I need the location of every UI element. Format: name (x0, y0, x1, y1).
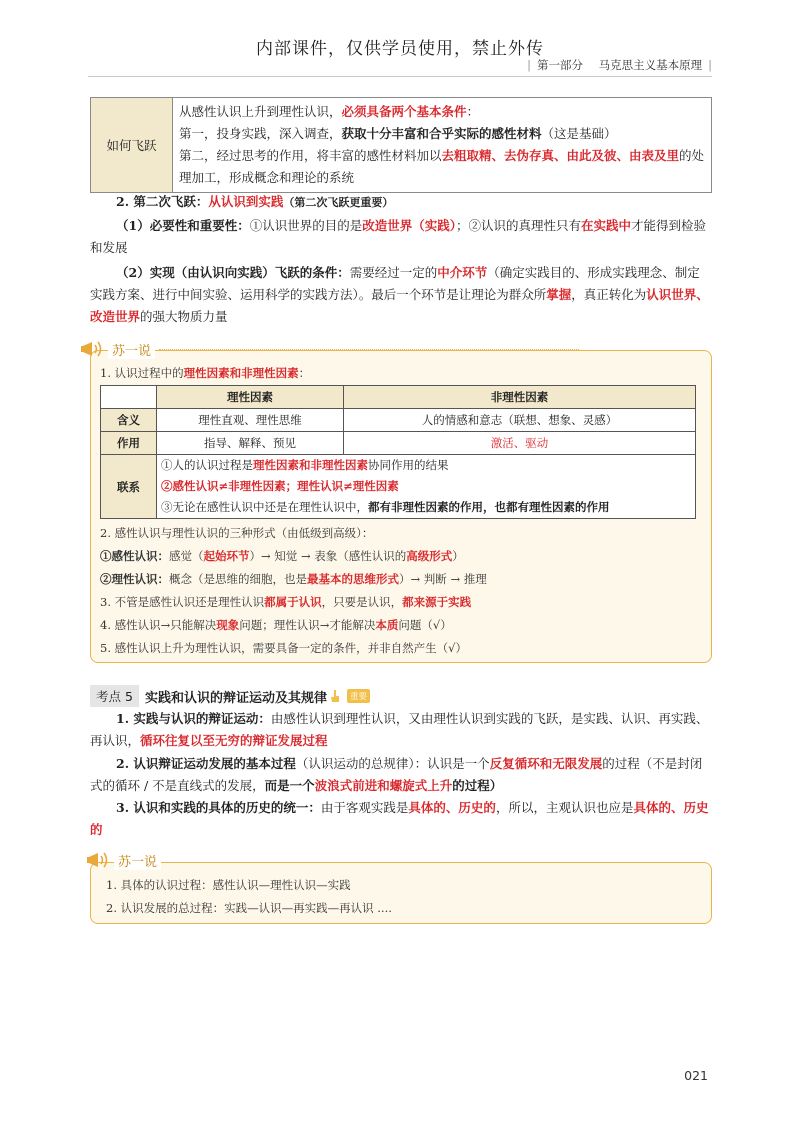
kd-p2-a: 2. 认识辩证运动发展的基本过程 (116, 756, 296, 771)
su1-item5: 5. 感性认识上升为理性认识，需要具备一定的条件，并非自然产生（√） (100, 641, 467, 655)
kd-p1 (90, 708, 712, 752)
p2-e: 掌握 (546, 287, 572, 302)
su1-item1-c: ： (298, 366, 311, 380)
leap-line-1 (179, 101, 705, 123)
leap-line2-c: （这是基础） (541, 126, 617, 141)
leap-line1-b: 必须具备两个基本条件 (341, 104, 467, 119)
mat-cell: 激活、驱动 (344, 432, 696, 455)
second-leap-title-c: （第二次飞跃更重要） (283, 196, 394, 209)
kd-p3-a: 3. 认识和实践的具体的历史的统一： (116, 800, 321, 815)
kd-p3-c: 具体的、历史的 (408, 800, 496, 815)
p1-f: 才能得到检验和发展 (90, 218, 707, 255)
megaphone-icon (80, 338, 104, 360)
leap-line-2 (179, 123, 705, 145)
leap-label: 如何飞跃 (91, 98, 173, 193)
kd-p2-g: 波浪式前进和螺旋式上升 (314, 778, 453, 793)
item2b-a: ②理性认识： (100, 572, 169, 586)
kaodian-title: 实践和认识的辩证运动及其规律 (144, 690, 327, 706)
leap-line-3 (179, 145, 705, 189)
item2b-d: ）→ 判断 → 推理 (399, 572, 487, 586)
kd-p3-d: ，所以，主观认识也应是 (495, 800, 634, 815)
kaodian-heading (90, 685, 370, 707)
item2b-b: 概念（是思维的细胞，也是 (169, 572, 307, 586)
kd-p2-c: ：认识是一个 (414, 756, 490, 771)
section-name: 马克思主义基本原理 (598, 58, 703, 72)
su-tag-2 (86, 849, 161, 871)
mat-col-nonrational: 非理性因素 (344, 386, 696, 409)
mat-row-function: 作用 (101, 432, 157, 455)
mat-col-rational: 理性因素 (157, 386, 344, 409)
kd-p2-h: 的过程） (452, 778, 503, 793)
su-tag-1-label: 苏一说 (108, 340, 155, 359)
item4-d: 本质 (375, 618, 399, 632)
importance-badge: 重要 (347, 689, 370, 703)
su1-item1-a: 1. 认识过程中的 (100, 366, 184, 380)
p2-d: （确定实践目的、形成实践理念、制定实践方案、进行中间实验、运用科学的实践方法）。最后一个环节是让理论为群众所 (90, 265, 700, 302)
item2b-c: 最基本的思维形式 (307, 572, 399, 586)
watermark-notice: 内部课件，仅供学员使用，禁止外传 (256, 39, 544, 59)
mat-cell: 人的情感和意志（联想、想象、灵感） (344, 409, 696, 432)
kd-p1-b: 由感性认识到理性认识，又由理性认识到实践的飞跃，是实践、认识、再实践、再认识， (90, 711, 709, 748)
item3-b: 都属于认识 (264, 595, 322, 609)
link-line-2: ②感性认识≠非理性因素；理性认识≠理性因素 (161, 479, 399, 493)
link1-b: 理性因素和非理性因素 (253, 458, 368, 472)
kd-p2-f: 而是一个 (264, 778, 315, 793)
kd-p2-d: 反复循环和无限发展 (489, 756, 603, 771)
item2a-c: 起始环节 (203, 549, 250, 563)
leap-line3-a: 第二，经过思考的作用，将丰富的感性材料加以 (179, 148, 442, 163)
link-line-3 (161, 497, 691, 518)
link3-b: 都有非理性因素的作用，也都有理性因素的作用 (368, 500, 610, 514)
leap-line1-a: 从感性认识上升到理性认识， (179, 104, 342, 119)
su1-item1-b: 理性因素和非理性因素 (183, 366, 299, 380)
p1-e: 在实践中 (581, 218, 632, 233)
leap-line3-c: 的处理加工，形成概念和理论的系统 (179, 148, 705, 185)
page-number: 021 (684, 1068, 708, 1083)
mat-row-meaning: 含义 (101, 409, 157, 432)
su2-item1: 1. 具体的认识过程：感性认识—理性认识—实践 (106, 878, 351, 892)
leap-line2-a: 第一，投身实践，深入调查， (179, 126, 342, 141)
link1-a: ①人的认识过程是 (161, 458, 253, 472)
second-leap-title-a: 2. 第二次飞跃： (116, 194, 209, 209)
p2-c: 中介环节 (437, 265, 488, 280)
leap-line2-b: 获取十分丰富和合乎实际的感性材料 (341, 126, 542, 141)
p1-d: ；②认识的真理性只有 (455, 218, 581, 233)
second-leap-title (90, 191, 712, 214)
item4-e: 问题（√） (398, 618, 452, 632)
section-bar-left: | (527, 58, 531, 72)
mat-corner (101, 386, 157, 409)
item4-b: 现象 (216, 618, 240, 632)
su-tag-1 (80, 338, 579, 360)
kd-p3-e: 具体的、历史的 (90, 800, 709, 837)
item2a-f: ） (452, 549, 464, 563)
p2-h: 的强大物质力量 (140, 309, 228, 324)
item3-d: 都来源于实践 (402, 595, 472, 609)
item3-c: ，只要是认识， (321, 595, 403, 609)
su1-item2: 2. 感性认识与理性认识的三种形式（由低级到高级）： (100, 526, 374, 540)
kd-p2-b: （认识运动的总规律） (295, 756, 415, 771)
item3-a: 3. 不管是感性认识还是理性认识 (100, 595, 265, 609)
link-line-1 (161, 455, 691, 476)
su1-item1 (100, 362, 310, 384)
item2a-a: ①感性认识： (100, 549, 169, 563)
kd-p1-a: 1. 实践与认识的辩证运动： (116, 711, 271, 726)
leap-line3-b: 去粗取精、去伪存真、由此及彼、由表及里 (441, 148, 680, 163)
kaodian-number: 考点 5 (90, 685, 139, 707)
su2-item2: 2. 认识发展的总过程：实践—认识—再实践—再认识 .... (106, 901, 392, 915)
su1-item2b (100, 568, 487, 590)
p2-g: 认识世界、改造世界 (90, 287, 709, 324)
second-leap-p2 (90, 262, 712, 328)
su-tag-2-label: 苏一说 (114, 851, 161, 870)
item4-c: 问题；理性认识→才能解决 (239, 618, 376, 632)
su1-item4 (100, 614, 452, 636)
leap-line1-c: ： (466, 104, 480, 119)
p2-f: ，真正转化为 (571, 287, 647, 302)
p1-a: （1）必要性和重要性： (116, 218, 250, 233)
item2a-e: 高级形式 (406, 549, 453, 563)
kd-p3-b: 由于客观实践是 (320, 800, 409, 815)
megaphone-icon (86, 849, 110, 871)
p1-b: ①认识世界的目的是 (249, 218, 363, 233)
section-bar-right: | (708, 58, 712, 72)
item4-a: 4. 感性认识→只能解决 (100, 618, 217, 632)
section-header (521, 57, 718, 73)
su1-item3 (100, 591, 471, 613)
hand-pointer-icon (329, 689, 341, 703)
link3-a: ③无论在感性认识中还是在理性认识中， (161, 500, 368, 514)
p2-a: （2）实现（由认识向实践）飞跃的条件： (116, 265, 350, 280)
kd-p3 (90, 797, 712, 841)
second-leap-p1 (90, 215, 712, 259)
kd-p2 (90, 753, 712, 797)
link1-c: 协同作用的结果 (368, 458, 449, 472)
item2a-d: ）→ 知觉 → 表象（感性认识的 (249, 549, 407, 563)
rational-factors-table (100, 385, 696, 519)
su-tag-1-line (159, 349, 579, 350)
header-divider (88, 76, 712, 77)
kd-p2-e: 的过程（不是封闭式的循环 / 不是直线式的发展， (90, 756, 703, 793)
mat-link-cell (157, 455, 696, 519)
section-part: 第一部分 (536, 58, 583, 72)
p2-b: 需要经过一定的 (349, 265, 438, 280)
item2a-b: 感觉（ (169, 549, 204, 563)
mat-row-link: 联系 (101, 455, 157, 519)
leap-table (90, 97, 712, 193)
leap-content (173, 98, 712, 193)
kd-p1-c: 循环往复以至无穷的辩证发展过程 (140, 733, 328, 748)
second-leap-title-b: 从认识到实践 (208, 194, 284, 209)
mat-cell: 理性直观、理性思维 (157, 409, 344, 432)
su1-item2a (100, 545, 464, 567)
p1-c: 改造世界（实践） (362, 218, 456, 233)
mat-cell: 指导、解释、预见 (157, 432, 344, 455)
